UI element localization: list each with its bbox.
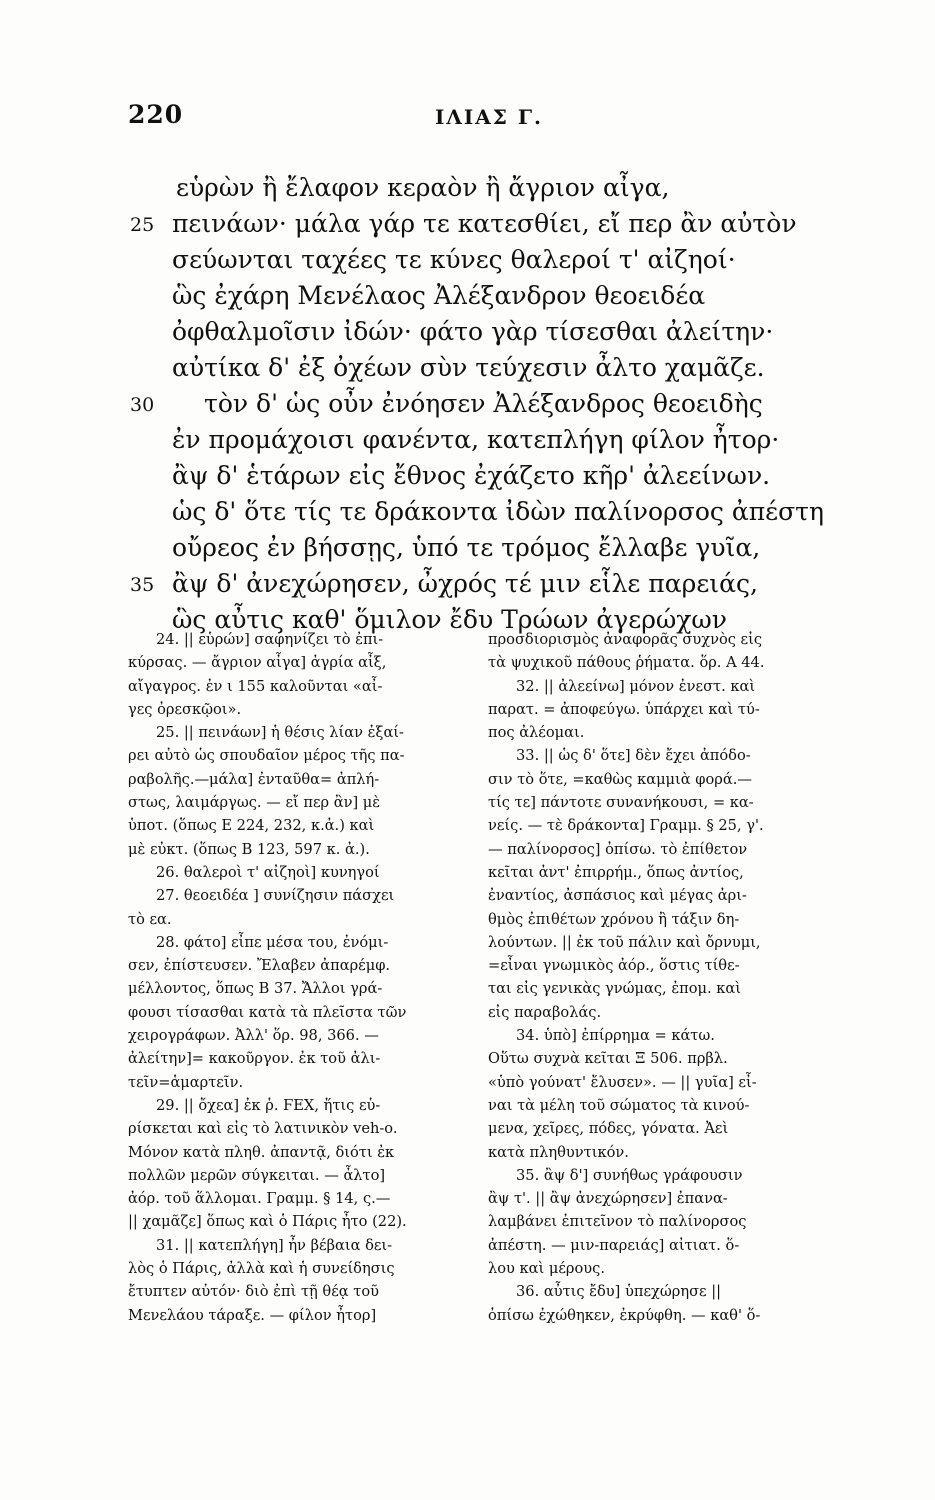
verse-text: ἂψ δ' ἀνεχώρησεν, ὦχρός τέ μιν εἷλε παρειάς, [172,569,758,598]
commentary-line: 33. || ὡς δ' ὅτε] δὲν ἔχει ἀπόδο- [516,747,751,765]
commentary-line: ἀλείτην]= κακοῦργον. ἐκ τοῦ ἀλι- [128,1050,381,1068]
commentary-line: παρατ. = ἀποφεύγω. ὑπάρχει καὶ τύ- [488,700,760,718]
verse-line [128,458,868,494]
commentary-line: γες ὀρεσκῷοι». [128,700,242,718]
verse-number: 30 [130,394,155,416]
commentary-line: μενα, χεῖρες, πόδες, γόνατα. Ἀεὶ [488,1120,729,1138]
commentary-line: φουσι τίσασθαι κατὰ τὰ πλεῖστα τῶν [128,1003,407,1021]
verse-number: 35 [130,574,155,596]
verse-line [128,422,868,458]
commentary-line: 36. αὖτις ἔδυ] ὑπεχώρησε || [516,1283,722,1301]
commentary-line: ναι τὰ μέλη τοῦ σώματος τὰ κινού- [488,1096,750,1114]
commentary-line: ἀπέστη. — μιν-παρειάς] αἰτιατ. ὅ- [488,1236,740,1254]
commentary-line: =εἶναι γνωμικὸς ἀόρ., ὅστις τίθε- [488,957,740,975]
verse-number: 25 [130,214,155,236]
commentary-line: τὸ εα. [128,910,172,928]
commentary-line: εἰς παραβολάς. [488,1003,602,1021]
commentary-line: 28. φάτο] εἶπε μέσα του, ἐνόμι- [156,933,389,951]
commentary-line: Οὕτω συχνὰ κεῖται Ξ 506. πρβλ. [488,1050,728,1068]
verse-line [128,350,868,386]
commentary-line: λου καὶ μέρους. [488,1260,605,1278]
verse-line [128,278,868,314]
commentary-line: στως, λαιμάργως. — εἴ περ ἂν] μὲ [128,794,381,812]
commentary-line: 26. θαλεροὶ τ' αἰζηοὶ] κυνηγοί [156,863,380,881]
page-number: 220 [128,100,184,129]
commentary-line: μέλλοντος, ὅπως Β 37. Ἄλλοι γρά- [128,980,383,998]
verse-text: σεύωνται ταχέες τε κύνες θαλεροί τ' αἰζηοί· [172,245,736,274]
commentary-left-column [128,628,473,1327]
commentary-line: θμὸς ἐπιθέτων χρόνου ἢ τάξιν δη- [488,910,740,928]
verse-line [128,170,868,206]
commentary-line: 27. θεοειδέα ] συνίζησιν πάσχει [156,887,395,905]
commentary-line: 25. || πεινάων] ἡ θέσις λίαν ἐξαί- [156,724,404,742]
commentary-line: ἂψ τ'. || ἂψ ἀνεχώρησεν] ἐπανα- [488,1190,728,1208]
verse-text: ὀφθαλμοῖσιν ἰδών· φάτο γὰρ τίσεσθαι ἀλείτην· [172,317,774,346]
commentary-line: πος ἀλέομαι. [488,724,585,742]
commentary-line: ὑποτ. (ὅπως Ε 224, 232, κ.ἀ.) καὶ [128,817,375,835]
commentary-line: τίς τε] πάντοτε συνανήκουσι, = κα- [488,794,754,812]
commentary-line: λαμβάνει ἐπιτεῖνον τὸ παλίνορσος [488,1213,747,1231]
verse-line [128,242,868,278]
verse-text: εὑρὼν ἢ ἔλαφον κεραὸν ἢ ἄγριον αἶγα, [176,173,670,202]
commentary-line: ἀόρ. τοῦ ἅλλομαι. Γραμμ. § 14, ς.— [128,1190,391,1208]
verse-line [128,314,868,350]
commentary-line: 24. || εὑρών] σαφηνίζει τὸ ἐπι- [156,631,384,648]
verse-line [128,386,868,422]
commentary-line: ρίσκεται καὶ εἰς τὸ λατινικὸν veh-o. [128,1120,398,1138]
commentary-line: σιν τὸ ὅτε, =καθὼς καμμιὰ φορά.— [488,770,752,788]
verse-text: ὣς ἐχάρη Μενέλαος Ἀλέξανδρον θεοειδέα [172,281,706,310]
commentary-line: λὸς ὁ Πάρις, ἀλλὰ καὶ ἡ συνείδησις [128,1260,395,1278]
verse-line [128,206,868,242]
commentary-line: 35. ἂψ δ'] συνήθως γράφουσιν [516,1166,743,1184]
commentary-line: τὰ ψυχικοῦ πάθους ῥήματα. ὅρ. Α 44. [488,654,765,672]
commentary-line: πολλῶν μερῶν σύγκειται. — ἆλτο] [128,1166,386,1184]
verse-line [128,494,868,530]
commentary-line: μὲ εὐκτ. (ὅπως Β 123, 597 κ. ἀ.). [128,840,370,858]
verse-text: αὐτίκα δ' ἐξ ὀχέων σὺν τεύχεσιν ἆλτο χαμᾶζε. [172,353,765,382]
commentary-line: ὀπίσω ἐχώθηκεν, ἐκρύφθη. — καθ' ὅ- [488,1306,761,1324]
verse-block [128,170,868,638]
verse-text: πεινάων· μάλα γάρ τε κατεσθίει, εἴ περ ἂν αὐτὸν [172,209,797,238]
commentary-line: ται εἰς γενικὰς γνώμας, ἐπομ. καὶ [488,980,742,998]
commentary-line: κύρσας. — ἄγριον αἶγα] ἀγρία αἶξ, [128,654,387,672]
commentary-line: Μενελάου τάραξε. — φίλον ἦτορ] [128,1306,377,1324]
commentary-line: 29. || ὄχεα] ἐκ ῥ. ϜΕΧ, ἥτις εὑ- [156,1096,381,1114]
verse-line [128,566,868,602]
verse-text: οὔρεος ἐν βήσσῃς, ὑπό τε τρόμος ἔλλαβε γυῖα, [172,533,761,562]
running-head: ΙΛΙΑΣ Γ. [435,105,544,129]
commentary-line: κεῖται ἀντ' ἐπιρρήμ., ὅπως ἀντίος, [488,863,744,881]
commentary-line: ἔτυπτεν αὐτόν· διὸ ἐπὶ τῇ θέᾳ τοῦ [128,1283,379,1301]
commentary-line: ραβολῆς.—μάλα] ἐνταῦθα= ἀπλή- [128,770,380,788]
commentary-line: — παλίνορσος] ὀπίσω. τὸ ἐπίθετον [488,840,748,858]
commentary-line: 31. || κατεπλήγη] ἦν βέβαια δει- [156,1236,393,1254]
verse-text: τὸν δ' ὡς οὖν ἐνόησεν Ἀλέξανδρος θεοειδὴς [204,389,763,418]
commentary-line: Μόνον κατὰ πληθ. ἀπαντᾷ, διότι ἐκ [128,1143,395,1161]
commentary-line: || χαμᾶζε] ὅπως καὶ ὁ Πάρις ἦτο (22). [128,1213,407,1231]
verse-text: ἐν προμάχοισι φανέντα, κατεπλήγη φίλον ἦτορ· [172,425,780,454]
commentary-line: νείς. — τὲ δράκοντα] Γραμμ. § 25, γ'. [488,817,764,835]
verse-line [128,530,868,566]
verse-text: ὣς αὖτις καθ' ὅμιλον ἔδυ Τρώων ἀγερώχων [172,605,728,634]
commentary-line: κατὰ πληθυντικόν. [488,1143,629,1161]
verse-text: ἂψ δ' ἑτάρων εἰς ἔθνος ἐχάζετο κῆρ' ἀλεείνων. [172,461,771,490]
commentary-right-column [488,628,840,1327]
commentary-line: 32. || ἀλεείνω] μόνον ἐνεστ. καὶ [516,677,756,695]
commentary-line: ρει αὐτὸ ὡς σπουδαῖον μέρος τῆς πα- [128,747,405,765]
commentary-line: τεῖν=ἁμαρτεῖν. [128,1073,244,1091]
commentary-line: λούντων. || ἐκ τοῦ πάλιν καὶ ὄρνυμι, [488,933,761,951]
commentary-line: χειρογράφων. Ἀλλ' ὅρ. 98, 366. — [128,1027,379,1045]
commentary-line: αἴγαγρος. ἐν ι 155 καλοῦνται «αἶ- [128,677,383,695]
verse-text: ὡς δ' ὅτε τίς τε δράκοντα ἰδὼν παλίνορσος ἀπέστη [172,497,824,526]
commentary-line: 34. ὑπὸ] ἐπίρρημα = κάτω. [516,1027,715,1045]
commentary-line: προσδιορισμὸς ἀναφορᾶς συχνὸς εἰς [488,631,762,648]
commentary-line: «ὑπὸ γούνατ' ἔλυσεν». — || γυῖα] εἶ- [488,1073,757,1091]
commentary-line: σεν, ἐπίστευσεν. Ἔλαβεν ἀπαρέμφ. [128,957,391,975]
commentary-line: ἐναντίος, ἀσπάσιος καὶ μέγας ἀρι- [488,887,747,905]
